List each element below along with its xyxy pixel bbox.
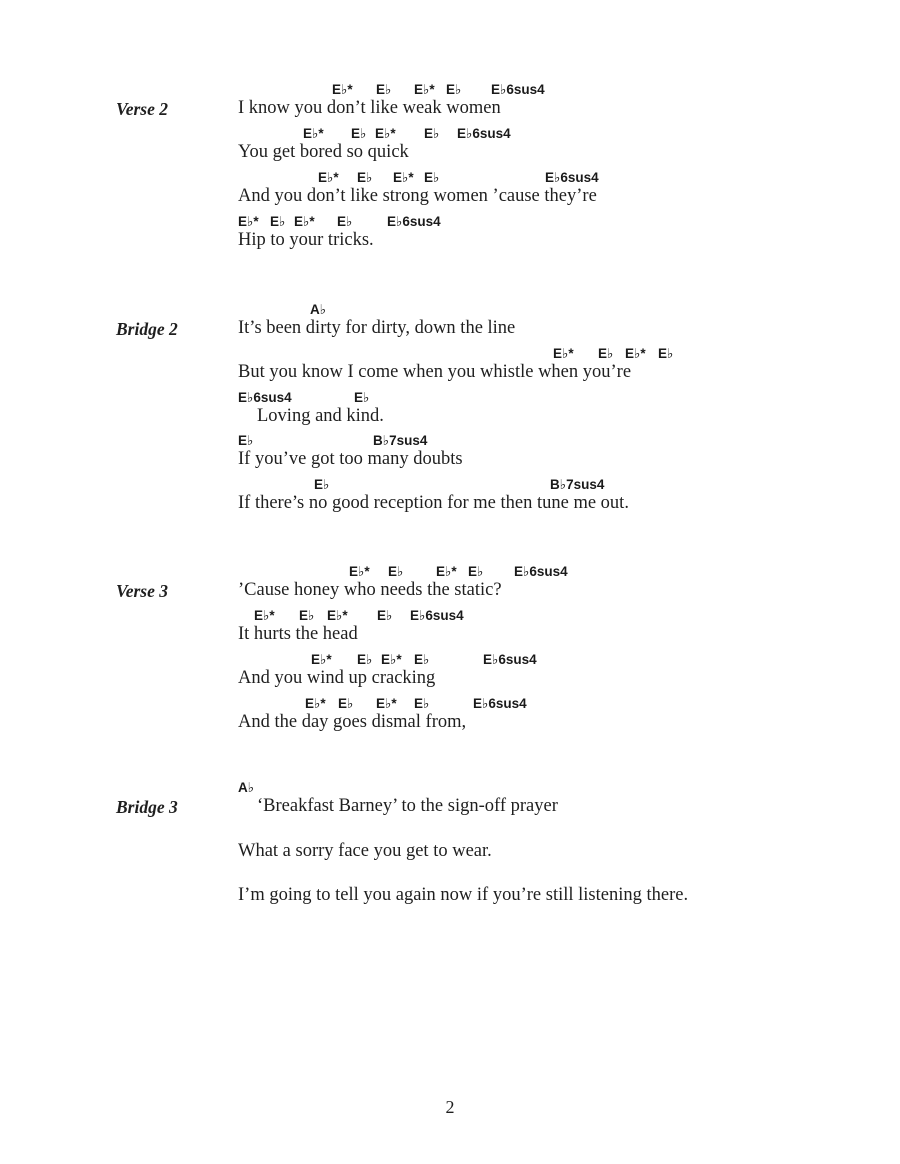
chord: E♭	[598, 346, 614, 361]
lyric-line: ’Cause honey who needs the static?	[238, 580, 502, 600]
lyric-line: If you’ve got too many doubts	[238, 449, 463, 469]
chord: E♭*	[303, 126, 324, 141]
chord: E♭*	[381, 652, 402, 667]
lyric-line: If there’s no good reception for me then tune me out.	[238, 493, 629, 513]
chord: E♭*	[625, 346, 646, 361]
chord: E♭	[414, 652, 430, 667]
lyric-line: And you don’t like strong women ’cause they’re	[238, 186, 597, 206]
chord: E♭	[376, 82, 392, 97]
chord: E♭	[424, 126, 440, 141]
lyric-line: ‘Breakfast Barney’ to the sign-off prayer	[257, 796, 558, 816]
chord: E♭*	[311, 652, 332, 667]
section-label-bridge-2: Bridge 2	[116, 319, 178, 339]
chord: E♭*	[254, 608, 275, 623]
section-label-verse-3: Verse 3	[116, 581, 169, 601]
chord: E♭*	[376, 696, 397, 711]
chord: E♭*	[393, 170, 414, 185]
chord: E♭	[354, 390, 370, 405]
chord: E♭	[468, 564, 484, 579]
chord: E♭6sus4	[457, 126, 511, 141]
chord: E♭6sus4	[410, 608, 464, 623]
section-label-verse-2: Verse 2	[116, 99, 169, 119]
lyric-line: And you wind up cracking	[238, 668, 436, 688]
lyric-line: But you know I come when you whistle when you’re	[238, 362, 632, 382]
chord: E♭	[351, 126, 367, 141]
chord: E♭	[299, 608, 315, 623]
chord: E♭6sus4	[238, 390, 292, 405]
chord: E♭*	[349, 564, 370, 579]
section-label-bridge-3: Bridge 3	[116, 797, 178, 817]
lyric-line: And the day goes dismal from,	[238, 712, 467, 732]
chord: E♭	[377, 608, 393, 623]
chord: E♭	[658, 346, 674, 361]
lyric-line: What a sorry face you get to wear.	[238, 841, 492, 861]
chord: E♭	[357, 652, 373, 667]
lyric-line: It’s been dirty for dirty, down the line	[238, 318, 516, 338]
lyric-line: You get bored so quick	[238, 142, 409, 162]
lyric-line: I’m going to tell you again now if you’re still listening there.	[238, 885, 689, 905]
chord: E♭	[337, 214, 353, 229]
chord: E♭*	[294, 214, 315, 229]
chord: E♭	[338, 696, 354, 711]
chord: E♭*	[238, 214, 259, 229]
chord: E♭	[414, 696, 430, 711]
lyric-line: Loving and kind.	[257, 406, 384, 426]
chord: A♭	[238, 780, 255, 795]
chord: E♭*	[414, 82, 435, 97]
chord: E♭	[357, 170, 373, 185]
chord: E♭	[270, 214, 286, 229]
page-number: 2	[445, 1097, 455, 1117]
chord: E♭	[388, 564, 404, 579]
chord: E♭*	[375, 126, 396, 141]
lyric-line: I know you don’t like weak women	[238, 98, 501, 118]
lyric-line: Hip to your tricks.	[238, 230, 374, 250]
chord: E♭*	[332, 82, 353, 97]
chord: E♭*	[318, 170, 339, 185]
chord: E♭6sus4	[387, 214, 441, 229]
chord: E♭*	[436, 564, 457, 579]
chord: E♭6sus4	[514, 564, 568, 579]
chord: E♭*	[327, 608, 348, 623]
chord: E♭6sus4	[483, 652, 537, 667]
chord: B♭7sus4	[550, 477, 605, 492]
chord: E♭	[424, 170, 440, 185]
chord: E♭*	[305, 696, 326, 711]
lyric-line: It hurts the head	[238, 624, 358, 644]
chord: E♭6sus4	[473, 696, 527, 711]
chord: E♭	[238, 433, 254, 448]
chord: A♭	[310, 302, 327, 317]
chord: E♭	[314, 477, 330, 492]
chord: E♭6sus4	[491, 82, 545, 97]
chord: E♭	[446, 82, 462, 97]
chord: E♭*	[553, 346, 574, 361]
chord: E♭6sus4	[545, 170, 599, 185]
chord: B♭7sus4	[373, 433, 428, 448]
